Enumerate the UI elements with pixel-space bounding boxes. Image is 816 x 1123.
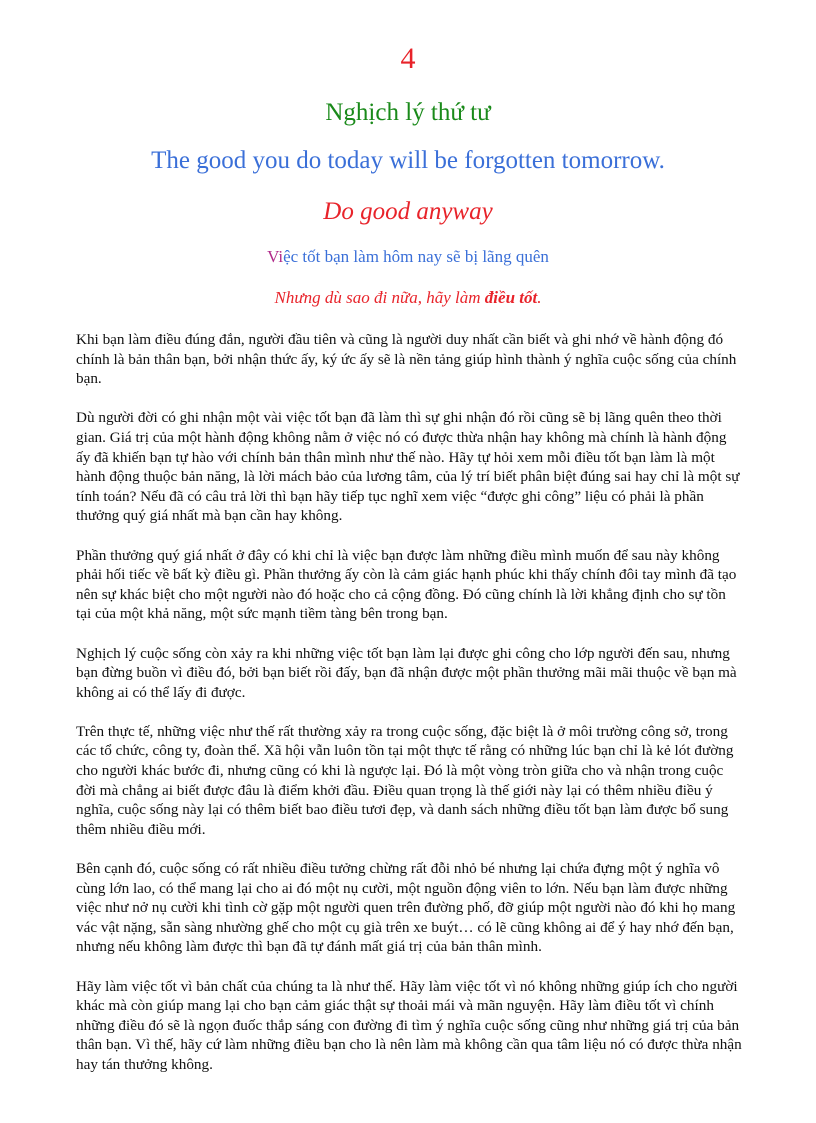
quote-vietnamese-subtitle-plain: Nhưng dù sao đi nữa, hãy làm [274,288,485,307]
paragraph-7: Hãy làm việc tốt vì bản chất của chúng ta là như thế. Hãy làm việc tốt vì nó không những giúp ích cho người khác mà còn giúp mang lại cho bạn cảm giác thật sự thoải mái và mãn nguyện. Hãy làm điều tốt vì chính những điều đó sẽ là ngọn đuốc thắp sáng con đường đi tìm ý nghĩa cuộc sống cũng như những giá trị của bản thân bạn. Vì thế, hãy cứ làm những điều bạn cho là nên làm mà không cần qua tâm liệu nó có được thừa nhận hay tán thưởng không. [76,977,742,1073]
quote-vietnamese-first: Vi [267,247,284,266]
body-text [76,330,744,1094]
paragraph-5: Trên thực tế, những việc như thế rất thường xảy ra trong cuộc sống, đặc biệt là ở môi trường công sở, trong các tổ chức, công ty, đoàn thể. Xã hội vẫn luôn tồn tại một thực tế rằng có những lúc bạn chỉ là kẻ lót đường cho người khác bước đi, nhưng cũng có khi là ngược lại. Đó là một vòng tròn giữa cho và nhận trong cuộc đời mà chẳng ai biết được đâu là điểm khởi đầu. Điều quan trọng là thế giới này lại có thêm nhiều điều ý nghĩa, cuộc sống này lại có thêm biết bao điều tươi đẹp, và danh sách những điều tốt bạn làm được bổ sung thêm nhiều điều mới. [76,722,734,838]
chapter-title: Nghịch lý thứ tư [325,99,491,126]
paragraph-1: Khi bạn làm điều đúng đắn, người đầu tiên và cũng là người duy nhất cần biết và ghi nhớ về hành động đó chính là bản thân bạn, bởi nhận thức ấy, ký ức ấy sẽ là nền tảng giúp hình thành ý nghĩa cuộc sống của chính bạn. [76,331,737,388]
paragraph-4: Nghịch lý cuộc sống còn xảy ra khi những việc tốt bạn làm lại được ghi công cho lớp người đến sau, nhưng bạn đừng buồn vì điều đó, bởi bạn biết rồi đấy, bạn đã nhận được một phần thưởng mãi mãi thuộc về bạn mà không ai có thể lấy đi được. [76,644,737,701]
quote-vietnamese-rest: ệc tốt bạn làm hôm nay sẽ bị lãng quên [283,247,549,266]
quote-english-subtitle: Do good anyway [323,198,493,225]
paragraph-6: Bên cạnh đó, cuộc sống có rất nhiều điều tưởng chừng rất đỗi nhỏ bé nhưng lại chứa đựng một ý nghĩa vô cùng lớn lao, có thể mang lại cho ai đó một nụ cười, một nguồn động viên to lớn. Nếu bạn làm được những việc như nở nụ cười khi tình cờ gặp một người quen trên đường phố, đỡ giúp một người nào đó khi họ mang vác vật nặng, sẵn sàng nhường ghế cho một cụ già trên xe buýt… có lẽ cũng không ai để ý hay nhớ đến bạn, nhưng nếu không làm được thì bạn đã tự đánh mất giá trị của bản thân mình. [76,860,736,956]
quote-vietnamese-subtitle [0,288,816,308]
quote-vietnamese [0,247,816,267]
quote-vietnamese-subtitle-end: . [537,288,542,307]
quote-english: The good you do today will be forgotten tomorrow. [151,147,665,174]
paragraph-3: Phần thưởng quý giá nhất ở đây có khi chỉ là việc bạn được làm những điều mình muốn để sau này không phải hối tiếc về bất kỳ điều gì. Phần thưởng ấy còn là cảm giác hạnh phúc khi thấy chính đôi tay mình đã tạo nên sự khác biệt cho một người nào đó hoặc cho cả cộng đồng. Đó cũng chính là lời khẳng định cho sự tồn tại của một khả năng, một sức mạnh tiềm tàng bên trong bạn. [76,546,737,623]
quote-vietnamese-subtitle-bold: điều tốt [484,288,538,307]
chapter-number: 4 [400,42,416,75]
paragraph-2: Dù người đời có ghi nhận một vài việc tốt bạn đã làm thì sự ghi nhận đó rồi cũng sẽ bị lãng quên theo thời gian. Giá trị của một hành động không nằm ở việc nó có được thừa nhận hay không mà chính là hành động ấy đã khiến bạn tự hào với chính bản thân mình như thế nào. Hãy tự hỏi xem mỗi điều tốt bạn làm là một hành động thuộc bản năng, là lời mách bảo của lương tâm, của lý trí biết phân biệt đúng sai hay chỉ là một sự tính toán? Nếu đã có câu trả lời thì bạn hãy tiếp tục nghĩ xem việc “được ghi công” liệu có phải là phần thưởng quý giá nhất mà bạn cần hay không. [76,409,740,525]
